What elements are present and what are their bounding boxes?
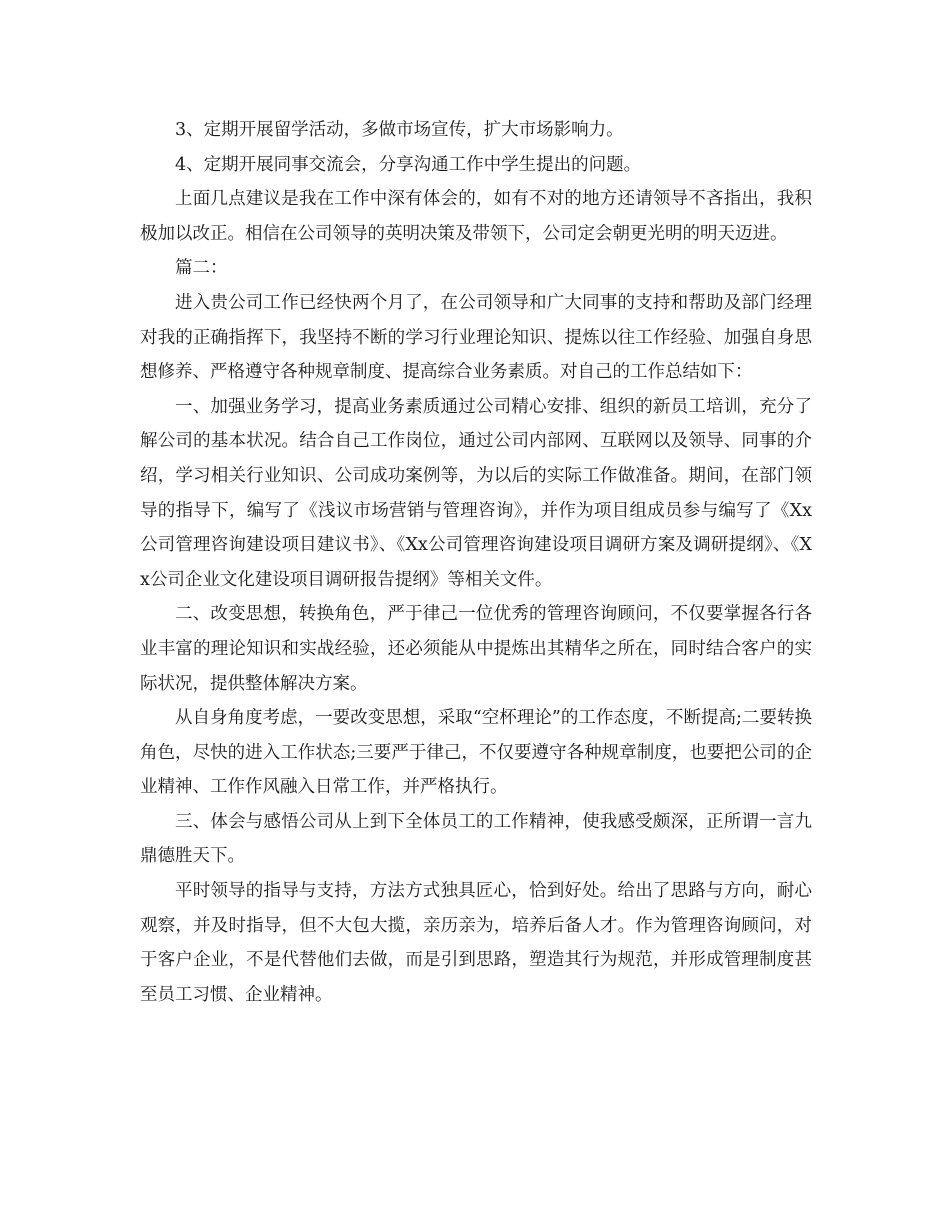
paragraph-point-three: 三、体会与感悟公司从上到下全体员工的工作精神，使我感受颇深，正所谓一言九鼎德胜天下。 (140, 811, 812, 867)
paragraph-self-perspective: 从自身角度考虑，一要改变思想，采取“空杯理论”的工作态度，不断提高;二要转换角色，尽快的进入工作状态;三要严于律己，不仅要遵守各种规章制度，也要把公司的企业精神、工作作风融入日常工作，并严格执行。 (140, 708, 812, 798)
paragraph-leadership: 平时领导的指导与支持，方法方式独具匠心，恰到好处。给出了思路与方向，耐心观察，并及时指导，但不大包大揽，亲历亲为，培养后备人才。作为管理咨询顾问，对于客户企业，不是代替他们去做，而是引到思路，塑造其行为规范，并形成管理制度甚至员工习惯、企业精神。 (140, 881, 812, 1005)
paragraph-point-two: 二、改变思想，转换角色，严于律己一位优秀的管理咨询顾问，不仅要掌握各行各业丰富的理论知识和实战经验，还必须能从中提炼出其精华之所在，同时结合客户的实际状况，提供整体解决方案。 (140, 604, 812, 694)
paragraph-conclusion: 上面几点建议是我在工作中深有体会的，如有不对的地方还请领导不吝指出，我积极加以改正。相信在公司领导的英明决策及带领下，公司定会朝更光明的明天迈进。 (140, 189, 812, 244)
paragraph-item-4: 4、定期开展同事交流会，分享沟通工作中学生提出的问题。 (175, 154, 642, 175)
section-heading-part-two: 篇二： (175, 258, 228, 279)
paragraph-point-one: 一、加强业务学习，提高业务素质通过公司精心安排、组织的新员工培训，充分了解公司的基本状况。结合自己工作岗位，通过公司内部网、互联网以及领导、同事的介绍，学习相关行业知识、公司成功案例等，为以后的实际工作做准备。期间，在部门领导的指导下，编写了《浅议市场营销与管理咨询》，并作为项目组成员参与编写了《Xx公司管理咨询建设项目建议书》、《Xx公司管理咨询建设项目调研方案及调研提纲》、《Xx公司企业文化建设项目调研报告提纲》等相关文件。 (140, 396, 812, 590)
paragraph-item-3: 3、定期开展留学活动，多做市场宣传，扩大市场影响力。 (175, 120, 624, 140)
document-body (140, 113, 812, 1012)
paragraph-intro: 进入贵公司工作已经快两个月了，在公司领导和广大同事的支持和帮助及部门经理对我的正确指挥下，我坚持不断的学习行业理论知识、提炼以往工作经验、加强自身思想修养、严格遵守各种规章制度、提高综合业务素质。对自己的工作总结如下： (140, 292, 812, 383)
